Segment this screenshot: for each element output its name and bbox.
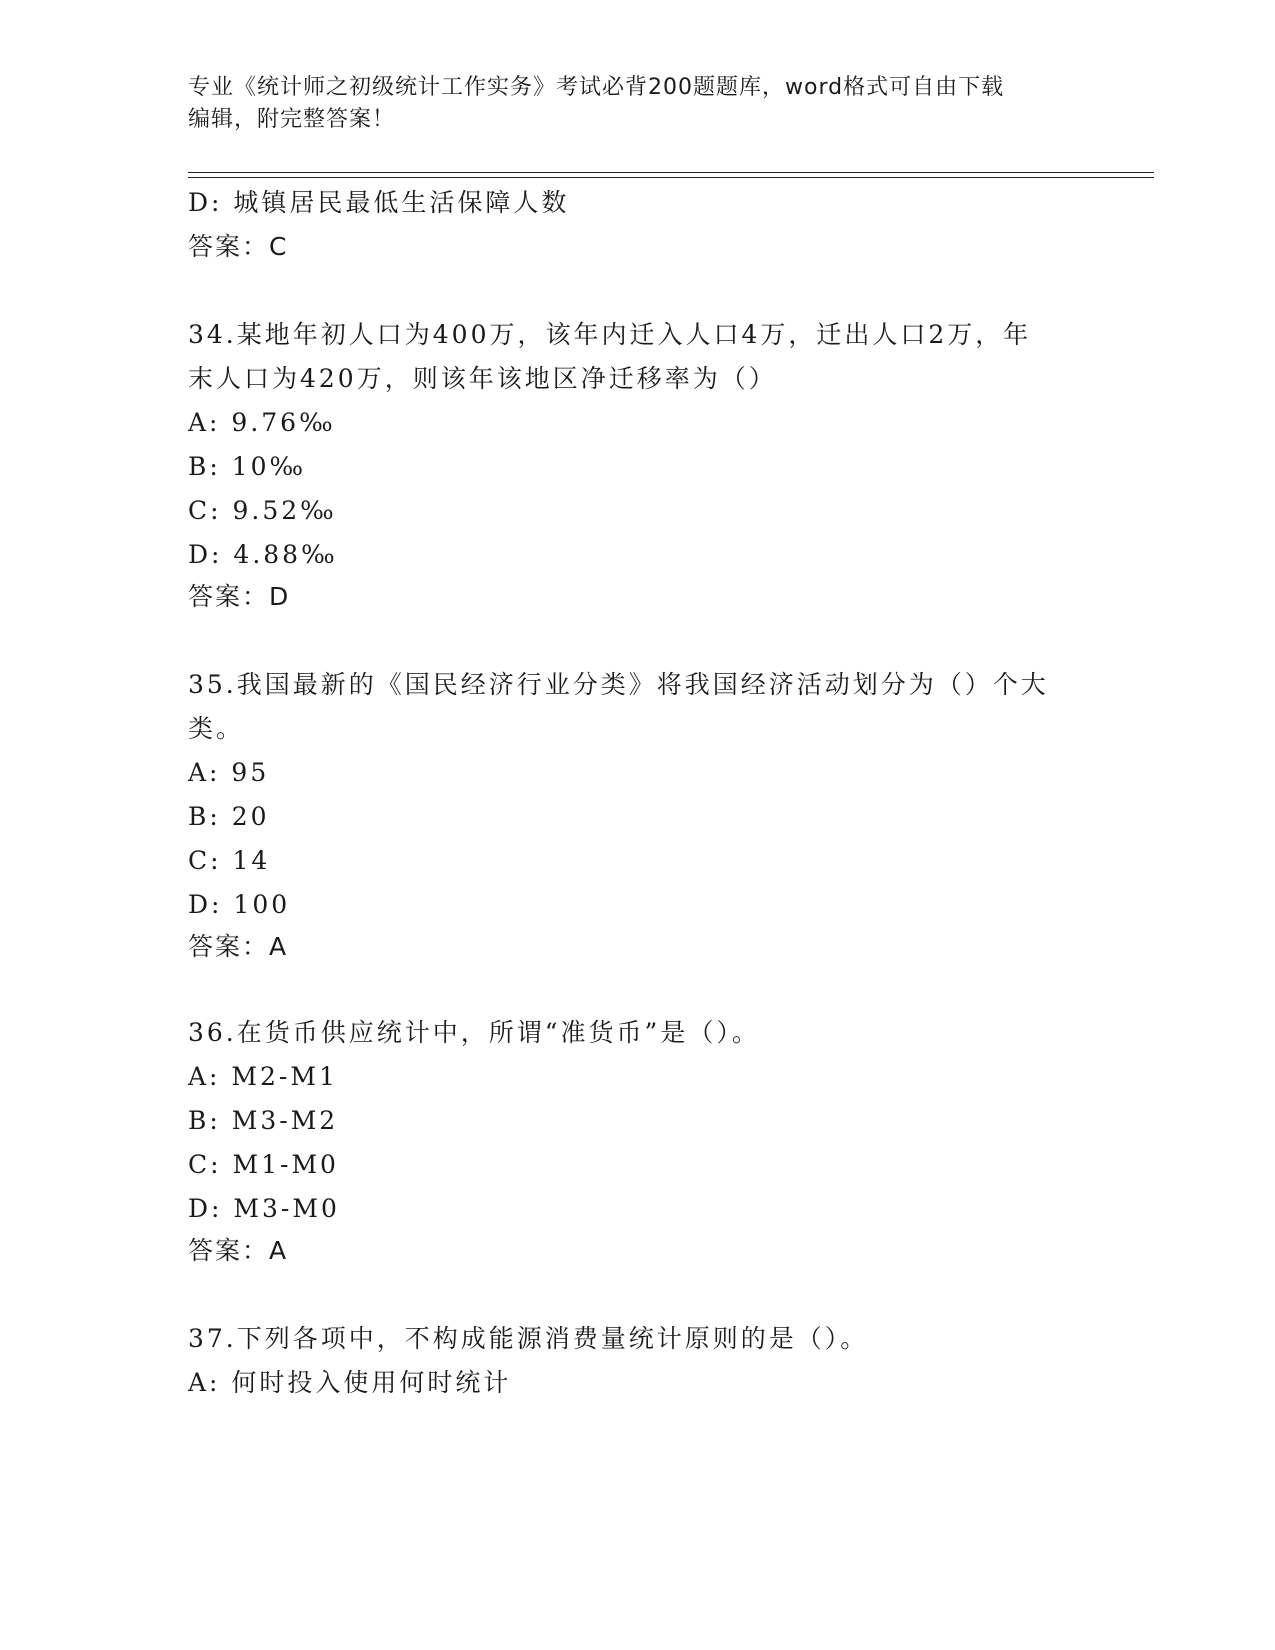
q35-option-b: B: 20 — [188, 802, 270, 831]
q36-option-b: B: M3-M2 — [188, 1106, 339, 1135]
q34-option-c: C: 9.52‰ — [188, 496, 337, 525]
q34-option-d: D: 4.88‰ — [188, 540, 338, 569]
q37-option-a: A: 何时投入使用何时统计 — [188, 1368, 512, 1397]
q35-option-d: D: 100 — [188, 890, 291, 919]
q34-stem-line-2: 末人口为420万，则该年该地区净迁移率为（） — [188, 364, 777, 393]
q36-option-c: C: M1-M0 — [188, 1150, 339, 1179]
q34-option-a: A: 9.76‰ — [188, 408, 336, 437]
q35-stem-line-2: 类。 — [188, 714, 245, 743]
q35-stem-line-1: 35.我国最新的《国民经济行业分类》将我国经济活动划分为（）个大 — [188, 670, 1049, 699]
q35-option-a: A: 95 — [188, 758, 270, 787]
q34-answer: 答案：D — [188, 582, 291, 611]
header-divider-top — [188, 172, 1154, 173]
q37-stem-line-1: 37.下列各项中，不构成能源消费量统计原则的是（）。 — [188, 1324, 869, 1353]
q36-option-a: A: M2-M1 — [188, 1062, 338, 1091]
header-divider-bottom — [188, 177, 1154, 178]
q34-stem-line-1: 34.某地年初人口为400万，该年内迁入人口4万，迁出人口2万，年 — [188, 320, 1032, 349]
q35-option-c: C: 14 — [188, 846, 271, 875]
document-header-line-2: 编辑，附完整答案！ — [188, 107, 396, 132]
q35-answer: 答案：A — [188, 932, 289, 961]
prev-option-d: D: 城镇居民最低生活保障人数 — [188, 188, 570, 217]
prev-answer: 答案：C — [188, 232, 289, 261]
q34-option-b: B: 10‰ — [188, 452, 307, 481]
document-header-line-1: 专业《统计师之初级统计工作实务》考试必背200题题库，word格式可自由下载 — [188, 75, 1005, 100]
q36-answer: 答案：A — [188, 1236, 289, 1265]
q36-option-d: D: M3-M0 — [188, 1194, 340, 1223]
q36-stem-line-1: 36.在货币供应统计中，所谓“准货币”是（）。 — [188, 1018, 760, 1047]
